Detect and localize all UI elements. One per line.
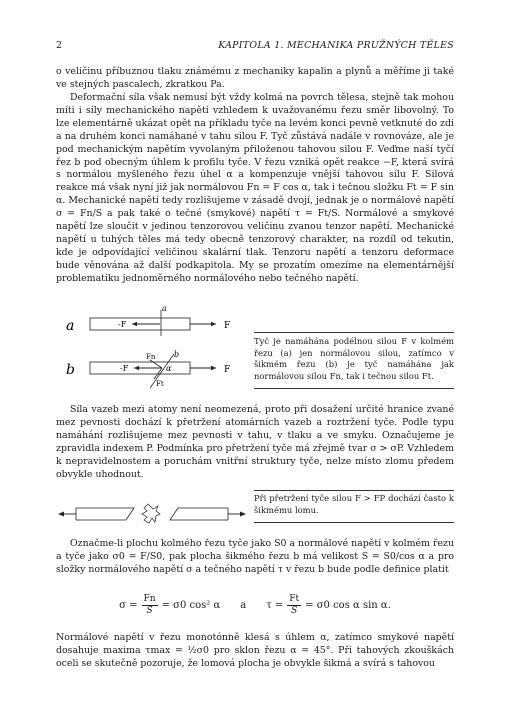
label-b: b <box>66 362 75 378</box>
sigma-fraction <box>142 594 158 617</box>
paragraph-2: Deformační síla však nemusí být vždy kolmá na povrch tělesa, stejně tak mohou míti i síly mechanického napětí vzhledem k uvažovanému řezu směr libovolný. To lze elementárně ukázat opět na příkladu tyče na levém konci pevně vetknuté do zdi a na druhém konci namáhané v tahu silou F. Tyč zůstává nadále v rovnováze, ale je pod mechanickým napětím vyvolaným přiloženou tahovou silou F. Veďme naší tyčí řez b pod obecným úhlem k profilu tyče. V řezu vzniká opět reakce −F, která svírá s normálou myšleného řezu úhel α a kompenzuje vnější tahovou sílu F. Silová reakce má však nyní již jak normálovou Fn = F cos α, tak i tečnou složku Ft = F sin α. Mechanické napětí tedy rozlišujeme v zásadě dvojí, jednak je o normálové napětí σ = Fn/S a pak také o tečné (smykové) napětí τ = Ft/S. Normálové a smykové napětí lze sloučit v jedinou tenzorovou veličinu zvanou tenzor napětí. Mechanické napětí u tuhých těles má tedy obecně tenzorový charakter, na rozdíl od tekutin, kde je odpovídající veličinou skalární tlak. Tenzoru napětí a tenzoru deformace bude věnována až další podkapitola. My se prozatím omezíme na elementárnější problematiku jednoměrného normálového nebo tečného napětí. <box>56 92 454 284</box>
sigma-lhs: σ = <box>119 599 138 611</box>
tau-fraction <box>287 594 301 617</box>
tau-denominator: S <box>291 606 298 616</box>
f-label-a: F <box>224 321 231 331</box>
caption-rule-bottom-2 <box>254 522 454 523</box>
sigma-numerator: Fn <box>143 594 156 604</box>
sigma-rhs: = σ0 cos² α <box>161 599 221 611</box>
paragraph-1: o veličinu příbuznou tlaku známému z mechaniky kapalin a plynů a měříme ji také ve stejných pascalech, zkratkou Pa. <box>56 66 454 90</box>
tau-numerator: Ft <box>289 594 300 604</box>
fn-label: Fn <box>146 353 156 361</box>
rod-fragment-right <box>170 508 228 520</box>
minus-f-label-a: -F <box>118 320 127 329</box>
caption-rule-bottom-1 <box>254 388 454 389</box>
cut-label-b: b <box>174 350 180 359</box>
f-label-b: F <box>224 365 231 375</box>
minus-f-label-b: -F <box>120 364 129 373</box>
tau-lhs: τ = <box>266 599 284 611</box>
right-pull-arrow-head <box>240 512 246 517</box>
page-number: 2 <box>56 40 62 51</box>
paragraph-3: Síla vazeb mezi atomy není neomezená, proto při dosažení určité hranice zvané mez pevnosti dochází k přetržení atomárních vazeb a roztržení tyče. Podle typu namáhání rozlišujeme mez pevnosti v tahu, v tlaku a ve smyku. Označujeme je zpravidla indexem P. Podmínka pro přetržení tyče má zřejmě tvar σ > σP. Vzhledem k nepravidelnostem a poruchám vnitřní struktury tyče, nelze místo zlomu předem obvykle uhodnout. <box>56 404 454 480</box>
left-pull-arrow-head <box>58 512 64 517</box>
alpha-label: α <box>166 364 172 373</box>
force-arrow-head-b <box>211 366 216 370</box>
force-arrow-head-a <box>211 322 216 326</box>
cut-label-a: a <box>162 304 167 313</box>
running-header <box>56 40 454 53</box>
figure-rod-tension <box>56 300 256 392</box>
figure-oblique-fracture <box>56 498 248 530</box>
label-a: a <box>66 318 75 334</box>
figure-2-caption: Při přetržení tyče silou F > FP dochází často k šikmému lomu. <box>254 493 454 515</box>
fracture-burst-icon <box>142 504 160 523</box>
sigma-denominator: S <box>146 606 153 616</box>
caption-rule-top-2 <box>254 490 454 491</box>
rod-fragment-left <box>76 508 134 520</box>
paragraph-4: Označme-li plochu kolmého řezu tyče jako S0 a normálové napětí v kolmém řezu a tyče jako σ0 = F/S0, pak plocha šikmého řezu b má velikost S = S0/cos α a pro složky normálového napětí σ a tečného napětí τ v řezu b bude podle definice platit <box>56 538 454 575</box>
tau-rhs: = σ0 cos α sin α. <box>305 599 391 611</box>
caption-rule-top-1 <box>254 332 454 333</box>
equation-conjunction: a <box>240 599 247 611</box>
ft-label: Ft <box>156 380 164 388</box>
chapter-title: KAPITOLA 1. MECHANIKA PRUŽNÝCH TĚLES <box>218 40 454 51</box>
figure-1-caption: Tyč je namáhána podélnou silou F v kolmém řezu (a) jen normálovou silou, zatímco v šikmém řezu (b) je tyč namáhána jak normálovou silou Fn, tak i tečnou silou Ft. <box>254 336 454 381</box>
paragraph-5: Normálové napětí v řezu monotónně klesá s úhlem α, zatímco smykové napětí dosahuje maxima τmax = ½σ0 pro sklon řezu α = 45°. Při tahových zkouškách oceli se skutečně pozoruje, že lomová plocha je obvykle šikmá a svírá s tahovou <box>56 632 454 669</box>
stress-equation <box>56 594 454 617</box>
